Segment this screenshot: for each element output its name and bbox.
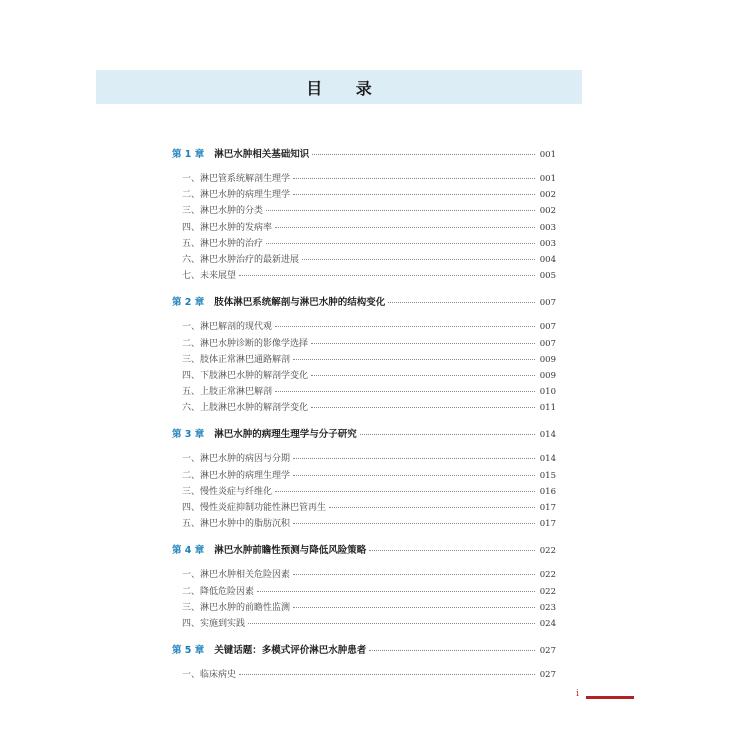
chapter-number: 第 5 章 [172,645,205,657]
dot-leader [293,178,535,179]
section-title: 一、淋巴水肿的病因与分期 [182,454,291,465]
dot-leader [293,574,535,575]
toc-section-row[interactable] [172,516,556,532]
dot-leader [311,407,535,408]
chapter-number: 第 4 章 [172,545,205,557]
toc-section-row[interactable] [172,252,556,268]
toc-chapter-row[interactable] [172,294,556,314]
dot-leader [311,343,535,344]
toc-section-row[interactable] [172,336,556,352]
toc-section-row[interactable] [172,203,556,219]
chapter-page-number: 022 [539,546,556,557]
section-page-number: 011 [539,403,556,414]
section-page-number: 002 [539,206,556,217]
chapter-number: 第 2 章 [172,297,205,309]
section-title: 一、淋巴解剖的现代观 [182,322,273,333]
dot-leader [311,375,535,376]
dot-leader [248,623,535,624]
toc-section-row[interactable] [172,500,556,516]
dot-leader [293,607,535,608]
section-page-number: 027 [539,670,556,681]
section-page-number: 005 [539,271,556,282]
section-title: 四、淋巴水肿的发病率 [182,222,273,233]
toc-section-row[interactable] [172,268,556,284]
section-title: 四、下肢淋巴水肿的解剖学变化 [182,370,309,381]
table-of-contents [172,146,556,683]
toc-section-row[interactable] [172,468,556,484]
toc-section-row[interactable] [172,220,556,236]
section-title: 三、肢体正常淋巴通路解剖 [182,354,291,365]
toc-section-row[interactable] [172,451,556,467]
toc-chapter-row[interactable] [172,146,556,166]
chapter-title: 淋巴水肿前瞻性预测与降低风险策略 [214,545,367,557]
section-page-number: 016 [539,486,556,497]
section-page-number: 022 [539,586,556,597]
footer-bar [586,696,634,699]
section-title: 二、淋巴水肿的病理生理学 [182,470,291,481]
chapter-title: 淋巴水肿相关基础知识 [214,149,310,160]
dot-leader [293,359,535,360]
section-page-number: 007 [539,322,556,333]
toc-section-row[interactable] [172,319,556,335]
section-page-number: 014 [539,454,556,465]
dot-leader [329,507,535,508]
section-title: 七、未来展望 [182,271,237,282]
dot-leader [360,434,535,435]
dot-leader [312,154,535,155]
section-title: 一、淋巴管系统解剖生理学 [182,174,291,184]
dot-leader [275,391,535,392]
page-title: 目 录 [306,78,386,98]
section-title: 二、降低危险因素 [182,586,255,597]
section-page-number: 017 [539,519,556,530]
chapter-page-number: 014 [539,430,556,441]
section-page-number: 009 [539,354,556,365]
title-banner [96,70,582,104]
section-page-number: 022 [539,570,556,581]
chapter-number: 第 1 章 [172,149,205,160]
section-page-number: 002 [539,190,556,201]
toc-chapter-row[interactable] [172,542,556,562]
section-page-number: 010 [539,387,556,398]
section-title: 五、上肢正常淋巴解剖 [182,387,273,398]
dot-leader [239,674,535,675]
section-title: 三、慢性炎症与纤维化 [182,486,273,497]
chapter-title: 淋巴水肿的病理生理学与分子研究 [214,429,357,441]
section-page-number: 024 [539,618,556,629]
toc-section-row[interactable] [172,400,556,416]
toc-chapter-row[interactable] [172,642,556,662]
toc-section-row[interactable] [172,352,556,368]
dot-leader [266,243,535,244]
toc-chapter-row[interactable] [172,426,556,446]
chapter-number: 第 3 章 [172,429,205,441]
toc-section-row[interactable] [172,236,556,252]
dot-leader [388,302,535,303]
dot-leader [293,475,535,476]
dot-leader [275,227,535,228]
section-title: 三、淋巴水肿的分类 [182,206,264,217]
section-title: 三、淋巴水肿的前瞻性监测 [182,602,291,613]
section-title: 二、淋巴水肿诊断的影像学选择 [182,338,309,349]
dot-leader [266,210,535,211]
section-page-number: 015 [539,470,556,481]
section-title: 六、淋巴水肿治疗的最新进展 [182,254,300,265]
dot-leader [293,523,535,524]
section-title: 二、淋巴水肿的病理生理学 [182,190,291,201]
chapter-title: 肢体淋巴系统解剖与淋巴水肿的结构变化 [214,297,386,309]
section-page-number: 009 [539,370,556,381]
toc-section-row[interactable] [172,484,556,500]
section-page-number: 004 [539,254,556,265]
section-page-number: 001 [539,174,556,184]
chapter-page-number: 001 [539,150,556,160]
dot-leader [293,458,535,459]
chapter-page-number: 027 [539,646,556,657]
dot-leader [275,491,535,492]
dot-leader [239,275,535,276]
chapter-page-number: 007 [539,298,556,309]
section-title: 五、淋巴水肿的治疗 [182,238,264,249]
section-title: 五、淋巴水肿中的脂肪沉积 [182,519,291,530]
section-page-number: 017 [539,503,556,513]
page-number: i [576,689,579,699]
dot-leader [293,194,535,195]
toc-section-row[interactable] [172,384,556,400]
toc-section-row[interactable] [172,616,556,632]
dot-leader [257,591,535,592]
section-page-number: 003 [539,222,556,233]
dot-leader [369,650,535,651]
toc-section-row[interactable] [172,584,556,600]
toc-section-row[interactable] [172,600,556,616]
section-page-number: 007 [539,338,556,349]
section-page-number: 023 [539,602,556,613]
dot-leader [275,326,535,327]
toc-section-row[interactable] [172,187,556,203]
toc-section-row[interactable] [172,567,556,583]
chapter-title: 关键话题：多模式评价淋巴水肿患者 [214,645,367,657]
dot-leader [369,550,535,551]
section-title: 一、淋巴水肿相关危险因素 [182,570,291,581]
toc-section-row[interactable] [172,368,556,384]
toc-section-row[interactable] [172,667,556,683]
section-title: 一、临床病史 [182,670,237,681]
section-title: 四、实施到实践 [182,618,246,629]
toc-section-row[interactable] [172,171,556,187]
dot-leader [302,259,535,260]
section-page-number: 003 [539,238,556,249]
section-title: 四、慢性炎症抑制功能性淋巴管再生 [182,503,327,513]
section-title: 六、上肢淋巴水肿的解剖学变化 [182,403,309,414]
